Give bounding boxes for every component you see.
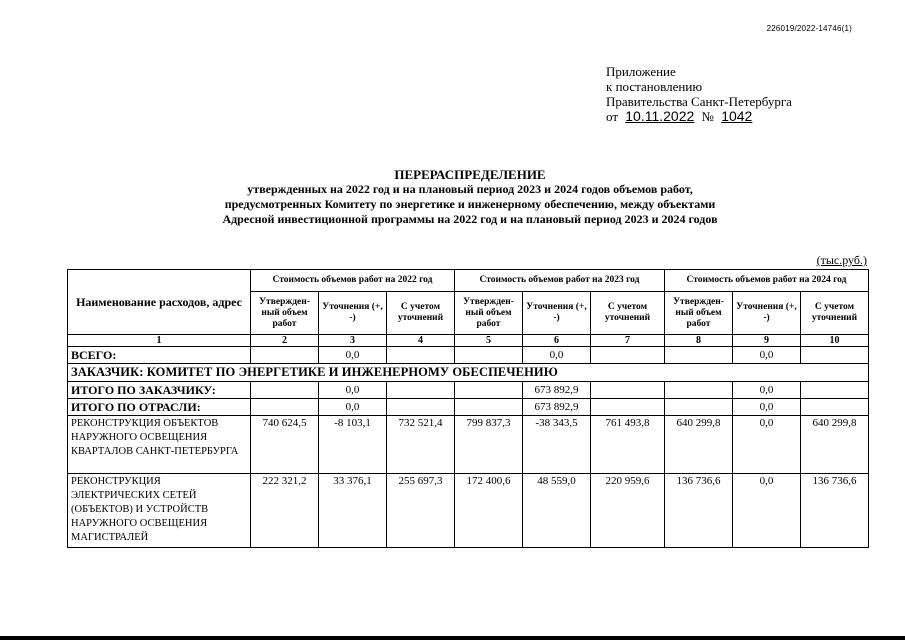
table-cell xyxy=(665,399,733,416)
table-row xyxy=(68,474,869,548)
customer-total-label: ИТОГО ПО ЗАКАЗЧИКУ: xyxy=(68,382,251,399)
table-cell xyxy=(591,347,665,364)
table-cell xyxy=(387,382,455,399)
table-cell: 673 892,9 xyxy=(523,399,591,416)
object-name: РЕКОНСТРУКЦИЯ ОБЪЕКТОВ НАРУЖНОГО ОСВЕЩЕНИЯ КВАРТАЛОВ САНКТ-ПЕТЕРБУРГА xyxy=(68,416,251,474)
sub-header-adjusted: С учетом уточнений xyxy=(801,292,869,335)
table-cell xyxy=(591,382,665,399)
table-cell xyxy=(251,347,319,364)
annex-date-line xyxy=(606,109,792,124)
section-title: ЗАКАЗЧИК: КОМИТЕТ ПО ЭНЕРГЕТИКЕ И ИНЖЕНЕРНОМУ ОБЕСПЕЧЕНИЮ xyxy=(68,364,869,382)
title-line-1: утвержденных на 2022 год и на плановый период 2023 и 2024 годов объемов работ, xyxy=(247,182,693,196)
table-cell: 222 321,2 xyxy=(251,474,319,548)
sub-header-approved: Утвержден-ный объем работ xyxy=(251,292,319,335)
annex-block xyxy=(606,64,792,124)
annex-date: 10.11.2022 xyxy=(625,108,695,124)
table-cell xyxy=(251,399,319,416)
year-header-2024: Стоимость объемов работ на 2024 год xyxy=(665,270,869,292)
annex-number: 1042 xyxy=(721,108,753,124)
table-cell xyxy=(801,399,869,416)
table-cell: 255 697,3 xyxy=(387,474,455,548)
table-cell: 48 559,0 xyxy=(523,474,591,548)
table-cell xyxy=(455,347,523,364)
title-line-3: Адресной инвестиционной программы на 2022 год и на плановый период 2023 и 2024 годов xyxy=(222,212,718,226)
column-number: 6 xyxy=(523,335,591,347)
table-cell xyxy=(665,347,733,364)
sub-header-adjusted: С учетом уточнений xyxy=(387,292,455,335)
table-cell xyxy=(387,347,455,364)
table-cell: 136 736,6 xyxy=(801,474,869,548)
table-cell xyxy=(455,399,523,416)
column-number: 4 xyxy=(387,335,455,347)
total-row xyxy=(68,347,869,364)
annex-line-1: Приложение xyxy=(606,64,676,79)
column-number: 2 xyxy=(251,335,319,347)
document-id: 226019/2022-14746(1) xyxy=(766,24,852,33)
table-cell: 0,0 xyxy=(319,399,387,416)
year-header-2023: Стоимость объемов работ на 2023 год xyxy=(455,270,665,292)
title-heading: ПЕРЕРАСПРЕДЕЛЕНИЕ xyxy=(394,167,546,182)
table-cell: 740 624,5 xyxy=(251,416,319,474)
table-cell: 0,0 xyxy=(733,347,801,364)
table-cell: 799 837,3 xyxy=(455,416,523,474)
year-header-2022: Стоимость объемов работ на 2022 год xyxy=(251,270,455,292)
sub-header-changes: Уточнения (+, -) xyxy=(733,292,801,335)
annex-line-3: Правительства Санкт-Петербурга xyxy=(606,94,792,109)
table-cell xyxy=(801,347,869,364)
table-cell: 172 400,6 xyxy=(455,474,523,548)
annex-line-2: к постановлению xyxy=(606,79,703,94)
table-cell xyxy=(801,382,869,399)
sub-header-changes: Уточнения (+, -) xyxy=(319,292,387,335)
annex-number-sign: № xyxy=(701,109,714,124)
title-line-2: предусмотренных Комитету по энергетике и инженерному обеспечению, между объектами xyxy=(224,197,716,211)
column-number: 1 xyxy=(68,335,251,347)
table-cell: 220 959,6 xyxy=(591,474,665,548)
table-cell: 0,0 xyxy=(319,347,387,364)
column-number: 7 xyxy=(591,335,665,347)
table-cell: 732 521,4 xyxy=(387,416,455,474)
sub-header-approved: Утвержден-ный объем работ xyxy=(455,292,523,335)
section-row xyxy=(68,364,869,382)
total-label: ВСЕГО: xyxy=(68,347,251,364)
table-cell: 0,0 xyxy=(733,416,801,474)
table-cell: 0,0 xyxy=(523,347,591,364)
annex-date-prefix: от xyxy=(606,109,619,124)
table-cell: 640 299,8 xyxy=(665,416,733,474)
column-number: 10 xyxy=(801,335,869,347)
object-name: РЕКОНСТРУКЦИЯ ЭЛЕКТРИЧЕСКИХ СЕТЕЙ (ОБЪЕКТОВ) И УСТРОЙСТВ НАРУЖНОГО ОСВЕЩЕНИЯ МАГИСТРАЛЕЙ xyxy=(68,474,251,548)
customer-total-row xyxy=(68,382,869,399)
table-cell: 640 299,8 xyxy=(801,416,869,474)
column-number: 9 xyxy=(733,335,801,347)
table-cell: -8 103,1 xyxy=(319,416,387,474)
table-cell xyxy=(455,382,523,399)
table-cell: 0,0 xyxy=(733,382,801,399)
table-cell: -38 343,5 xyxy=(523,416,591,474)
document-title xyxy=(0,167,905,227)
table-cell: 0,0 xyxy=(733,399,801,416)
sub-header-adjusted: С учетом уточнений xyxy=(591,292,665,335)
column-number: 8 xyxy=(665,335,733,347)
column-number-row xyxy=(68,335,869,347)
industry-total-row xyxy=(68,399,869,416)
table-cell: 33 376,1 xyxy=(319,474,387,548)
units-label: (тыс.руб.) xyxy=(816,253,867,267)
table-cell: 0,0 xyxy=(733,474,801,548)
table-cell xyxy=(591,399,665,416)
sub-header-approved: Утвержден-ный объем работ xyxy=(665,292,733,335)
table-row xyxy=(68,416,869,474)
header-row-years xyxy=(68,270,869,292)
column-number: 5 xyxy=(455,335,523,347)
table-cell xyxy=(665,382,733,399)
table-cell: 0,0 xyxy=(319,382,387,399)
table-cell xyxy=(251,382,319,399)
name-header: Наименование расходов, адрес xyxy=(68,270,251,335)
table-cell: 136 736,6 xyxy=(665,474,733,548)
industry-total-label: ИТОГО ПО ОТРАСЛИ: xyxy=(68,399,251,416)
table-cell: 761 493,8 xyxy=(591,416,665,474)
column-number: 3 xyxy=(319,335,387,347)
sub-header-changes: Уточнения (+, -) xyxy=(523,292,591,335)
table-cell: 673 892,9 xyxy=(523,382,591,399)
table-cell xyxy=(387,399,455,416)
redistribution-table xyxy=(67,269,869,548)
page-bottom-edge xyxy=(0,636,905,640)
